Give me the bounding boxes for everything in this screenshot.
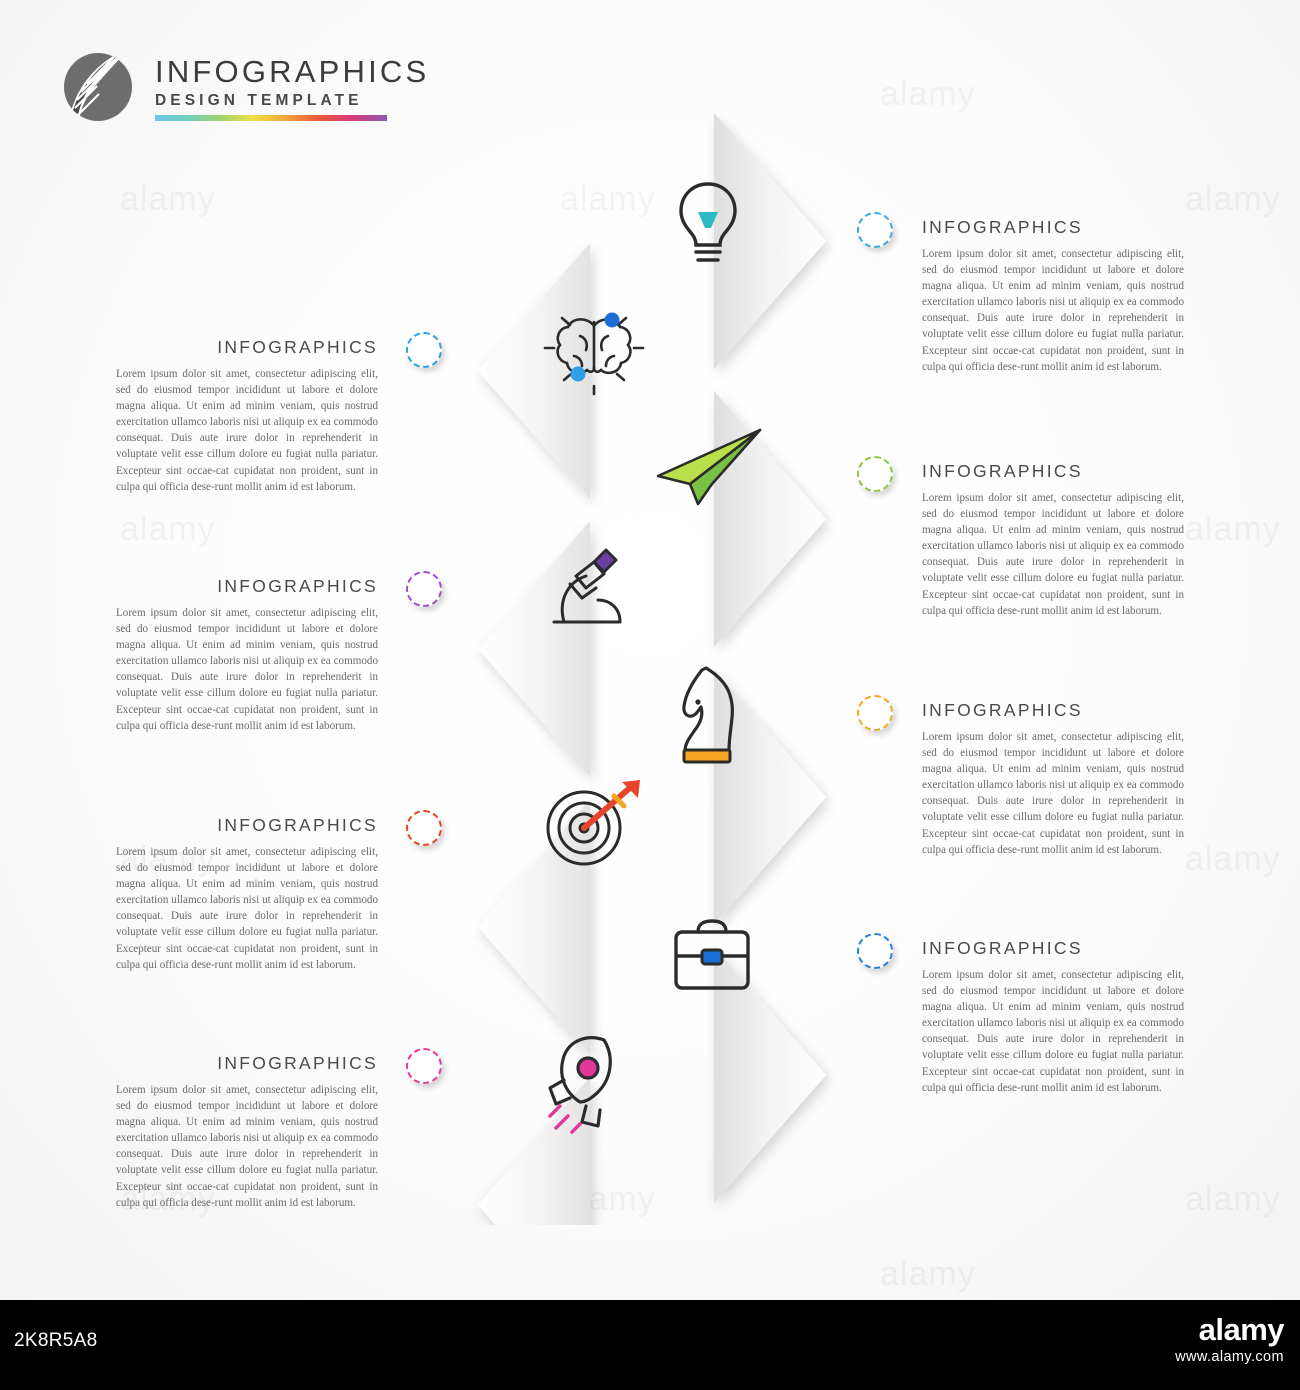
watermark (1185, 840, 1281, 879)
marker-dot-7[interactable] (857, 933, 893, 969)
info-block-7 (922, 940, 1184, 1096)
marker-dot-4[interactable] (406, 571, 442, 607)
feather-circle-icon (55, 42, 141, 128)
marker-dot-3[interactable] (857, 456, 893, 492)
watermark (120, 510, 216, 549)
microscope-icon (534, 538, 638, 634)
block-body: Lorem ipsum dolor sit amet, consectetur adipiscing elit, sed do eiusmod tempor incididunt ut labore et dolore magna aliqua. Ut enim ad minim veniam, quis nostrud exercitation ullamco laboris nisi ut aliquip ex ea commodo consequat. Duis aute irure dolor in reprehenderit in voluptate velit esse cillum dolore eu fugiat nulla pariatur. Excepteur sint occae-cat cupidatat non proident, sunt in culpa qui officia dese-runt mollit anim id est laborum. (116, 367, 378, 493)
watermark (880, 1255, 976, 1294)
marker-dot-8[interactable] (406, 1048, 442, 1084)
info-block-3 (922, 463, 1184, 619)
chess-knight-icon (672, 662, 752, 766)
block-heading: INFOGRAPHICS (217, 337, 378, 357)
watermark (1185, 180, 1281, 219)
zigzag-ribbon (430, 95, 850, 1225)
brand-logo (55, 40, 430, 135)
marker-dot-5[interactable] (857, 695, 893, 731)
watermark (1185, 1180, 1281, 1219)
marker-dot-6[interactable] (406, 810, 442, 846)
alamy-brand-name: alamy (1198, 1312, 1284, 1347)
alamy-website: www.alamy.com (1175, 1349, 1284, 1365)
alamy-logo (1175, 1314, 1284, 1365)
block-heading: INFOGRAPHICS (922, 461, 1083, 481)
block-heading: INFOGRAPHICS (922, 938, 1083, 958)
block-body: Lorem ipsum dolor sit amet, consectetur adipiscing elit, sed do eiusmod tempor incididunt ut labore et dolore magna aliqua. Ut enim ad minim veniam, quis nostrud exercitation ullamco laboris nisi ut aliquip ex ea commodo consequat. Duis aute irure dolor in reprehenderit in voluptate velit esse cillum dolore eu fugiat nulla pariatur. Excepteur sint occae-cat cupidatat non proident, sunt in culpa qui officia dese-runt mollit anim id est laborum. (922, 247, 1184, 373)
block-heading: INFOGRAPHICS (217, 576, 378, 596)
info-block-8 (116, 1055, 378, 1211)
info-block-5 (922, 702, 1184, 858)
watermark (880, 75, 976, 114)
watermark (120, 180, 216, 219)
block-heading: INFOGRAPHICS (922, 217, 1083, 237)
marker-dot-1[interactable] (857, 212, 893, 248)
block-body: Lorem ipsum dolor sit amet, consectetur adipiscing elit, sed do eiusmod tempor incididunt ut labore et dolore magna aliqua. Ut enim ad minim veniam, quis nostrud exercitation ullamco laboris nisi ut aliquip ex ea commodo consequat. Duis aute irure dolor in reprehenderit in voluptate velit esse cillum dolore eu fugiat nulla pariatur. Excepteur sint occae-cat cupidatat non proident, sunt in culpa qui officia dese-runt mollit anim id est laborum. (116, 606, 378, 732)
logo-color-bar (155, 115, 387, 121)
target-arrow-icon (540, 778, 648, 870)
info-block-2 (116, 339, 378, 495)
stock-footer (0, 1300, 1300, 1390)
block-heading: INFOGRAPHICS (922, 700, 1083, 720)
block-heading: INFOGRAPHICS (217, 815, 378, 835)
lightbulb-icon (672, 178, 744, 270)
block-body: Lorem ipsum dolor sit amet, consectetur adipiscing elit, sed do eiusmod tempor incididunt ut labore et dolore magna aliqua. Ut enim ad minim veniam, quis nostrud exercitation ullamco laboris nisi ut aliquip ex ea commodo consequat. Duis aute irure dolor in reprehenderit in voluptate velit esse cillum dolore eu fugiat nulla pariatur. Excepteur sint occae-cat cupidatat non proident, sunt in culpa qui officia dese-runt mollit anim id est laborum. (922, 968, 1184, 1094)
rocket-icon (534, 1030, 638, 1134)
briefcase-icon (668, 912, 756, 1000)
paper-plane-icon (652, 426, 764, 506)
block-heading: INFOGRAPHICS (217, 1053, 378, 1073)
image-id: 2K8R5A8 (14, 1330, 98, 1351)
block-body: Lorem ipsum dolor sit amet, consectetur adipiscing elit, sed do eiusmod tempor incididunt ut labore et dolore magna aliqua. Ut enim ad minim veniam, quis nostrud exercitation ullamco laboris nisi ut aliquip ex ea commodo consequat. Duis aute irure dolor in reprehenderit in voluptate velit esse cillum dolore eu fugiat nulla pariatur. Excepteur sint occae-cat cupidatat non proident, sunt in culpa qui officia dese-runt mollit anim id est laborum. (922, 730, 1184, 856)
block-body: Lorem ipsum dolor sit amet, consectetur adipiscing elit, sed do eiusmod tempor incididunt ut labore et dolore magna aliqua. Ut enim ad minim veniam, quis nostrud exercitation ullamco laboris nisi ut aliquip ex ea commodo consequat. Duis aute irure dolor in reprehenderit in voluptate velit esse cillum dolore eu fugiat nulla pariatur. Excepteur sint occae-cat cupidatat non proident, sunt in culpa qui officia dese-runt mollit anim id est laborum. (116, 845, 378, 971)
logo-text (155, 56, 429, 121)
marker-dot-2[interactable] (406, 332, 442, 368)
info-block-4 (116, 578, 378, 734)
block-body: Lorem ipsum dolor sit amet, consectetur adipiscing elit, sed do eiusmod tempor incididunt ut labore et dolore magna aliqua. Ut enim ad minim veniam, quis nostrud exercitation ullamco laboris nisi ut aliquip ex ea commodo consequat. Duis aute irure dolor in reprehenderit in voluptate velit esse cillum dolore eu fugiat nulla pariatur. Excepteur sint occae-cat cupidatat non proident, sunt in culpa qui officia dese-runt mollit anim id est laborum. (116, 1083, 378, 1209)
info-block-6 (116, 817, 378, 973)
logo-subtitle: DESIGN TEMPLATE (155, 92, 363, 109)
block-body: Lorem ipsum dolor sit amet, consectetur adipiscing elit, sed do eiusmod tempor incididunt ut labore et dolore magna aliqua. Ut enim ad minim veniam, quis nostrud exercitation ullamco laboris nisi ut aliquip ex ea commodo consequat. Duis aute irure dolor in reprehenderit in voluptate velit esse cillum dolore eu fugiat nulla pariatur. Excepteur sint occae-cat cupidatat non proident, sunt in culpa qui officia dese-runt mollit anim id est laborum. (922, 491, 1184, 617)
watermark (1185, 510, 1281, 549)
info-block-1 (922, 219, 1184, 375)
brain-idea-icon (540, 300, 648, 396)
logo-title: INFOGRAPHICS (155, 54, 430, 89)
